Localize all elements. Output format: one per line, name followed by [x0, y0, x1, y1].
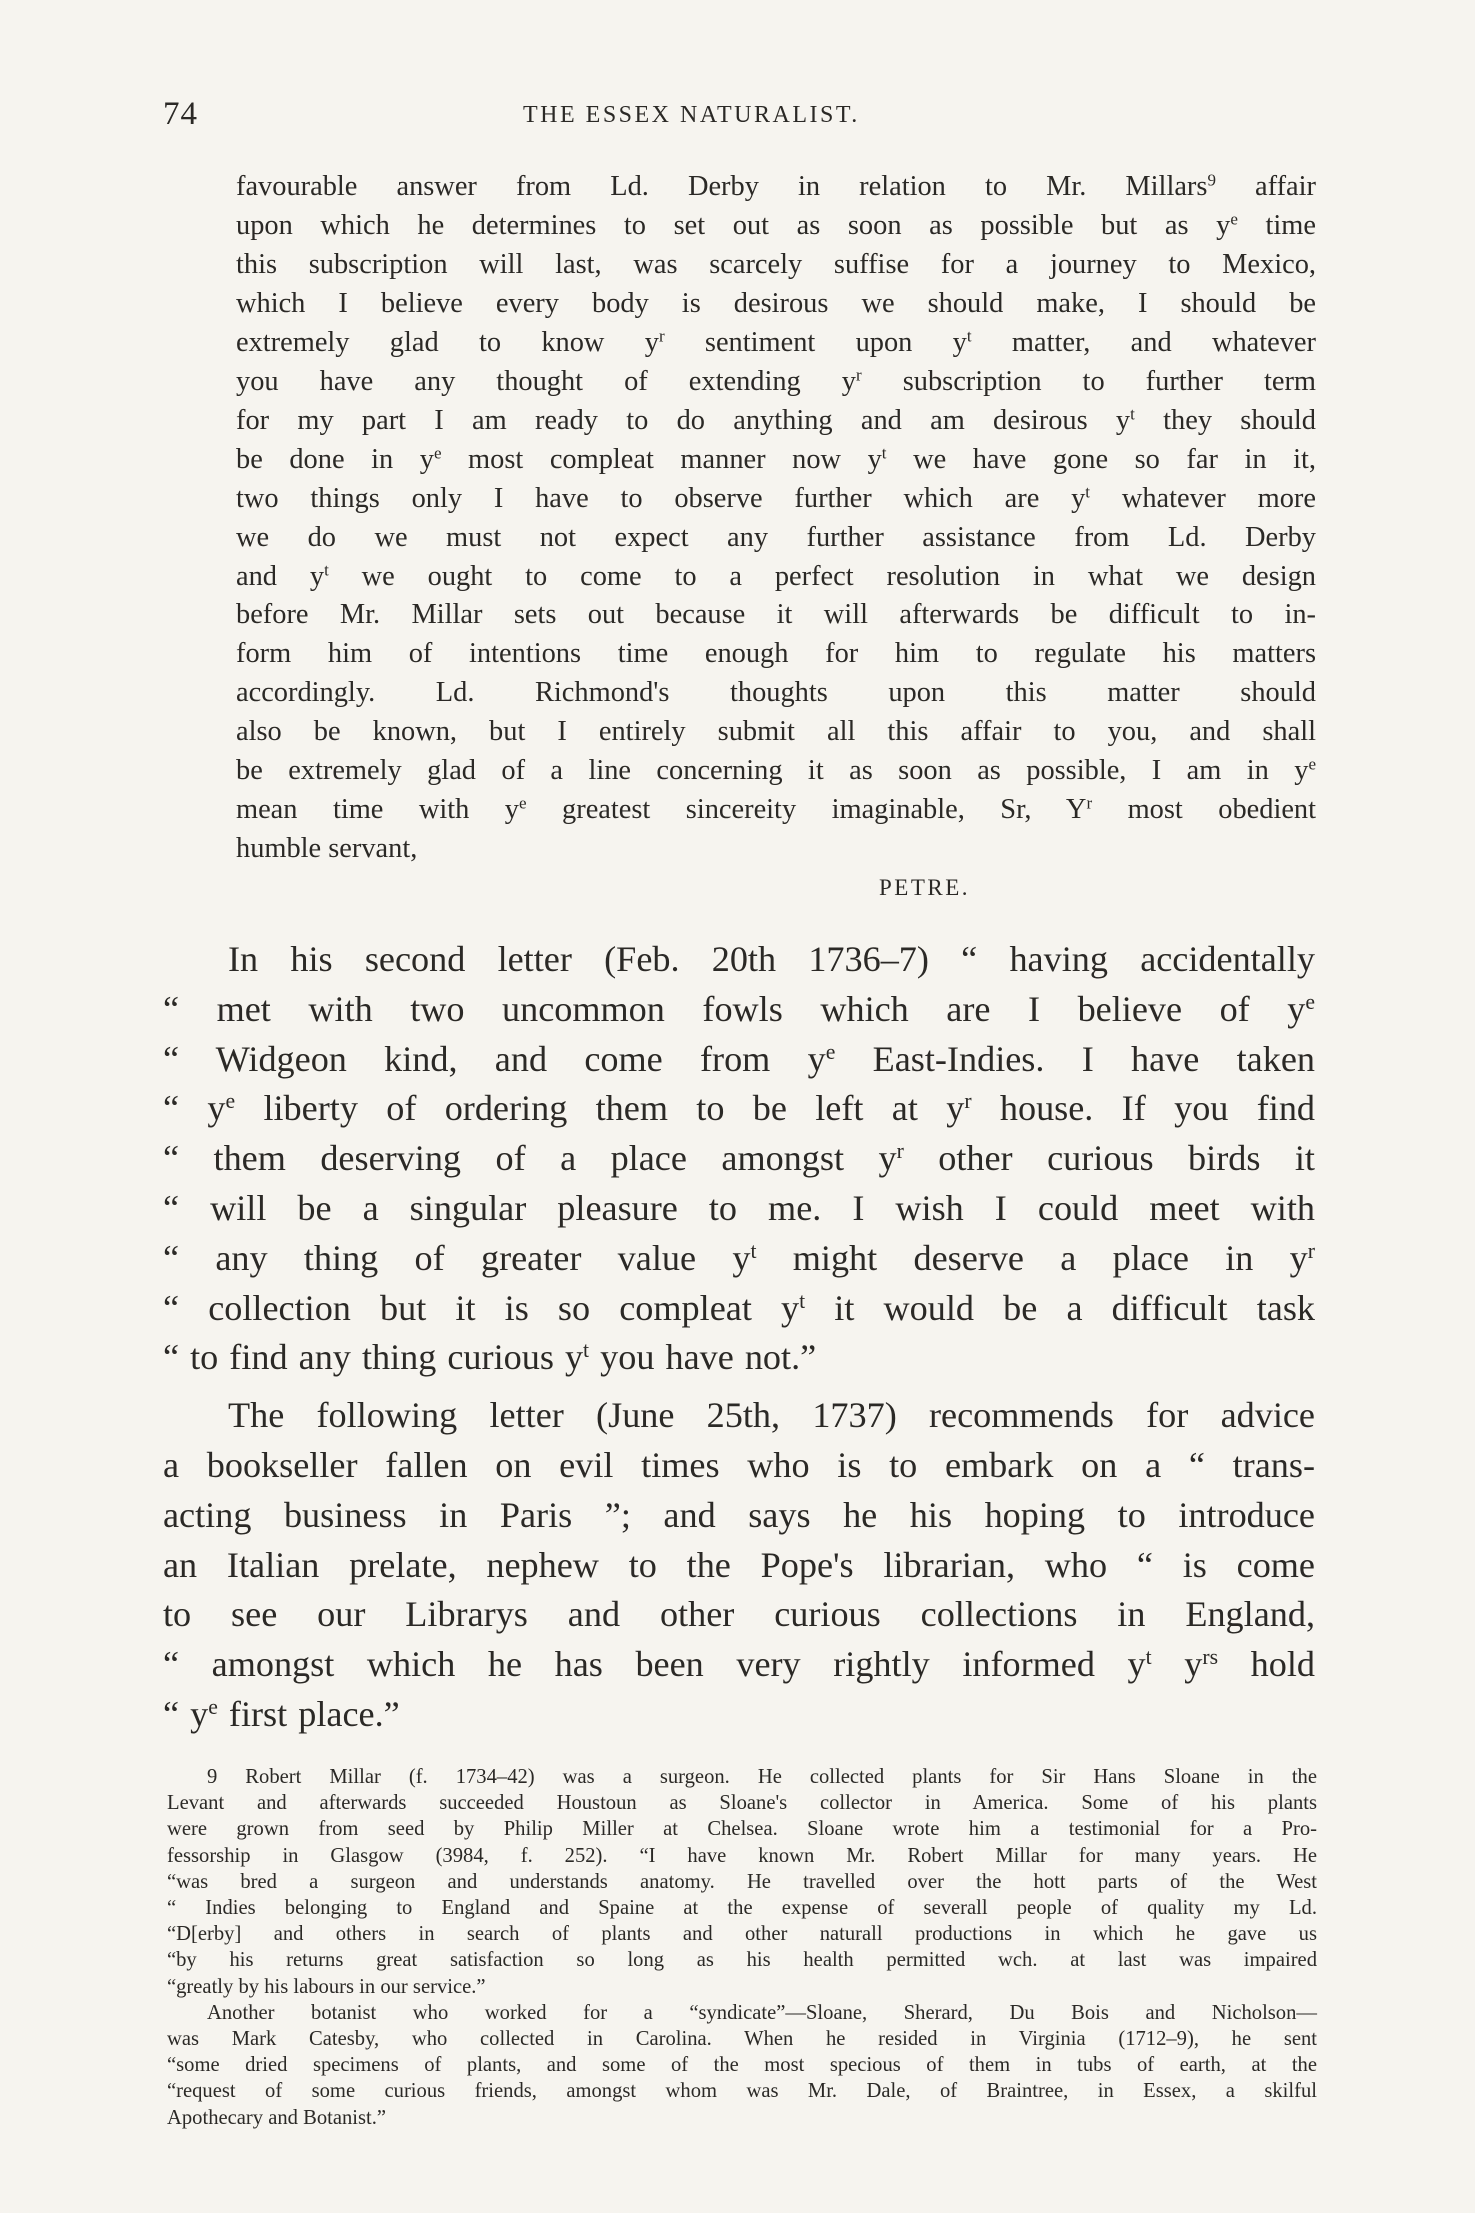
footnote-line: “ Indies belonging to England and Spaine at the expense of severall people of quality my Ld. [167, 1897, 1317, 1920]
footnote-line: “some dried specimens of plants, and some of the most specious of them in tubs of earth, at the [167, 2054, 1317, 2077]
letter-line: favourable answer from Ld. Derby in relation to Mr. Millars$^9$ affair [236, 170, 1316, 202]
footnote-line: Apothecary and Botanist.” [167, 2106, 387, 2129]
journal-title: THE ESSEX NATURALIST. [523, 102, 860, 128]
letter-line: before Mr. Millar sets out because it will afterwards be difficult to in- [236, 599, 1316, 631]
footnote-line: “request of some curious friends, amongst whom was Mr. Dale, of Braintree, in Essex, a skilful [167, 2080, 1317, 2103]
footnote-line: Another botanist who worked for a “syndicate”—Sloane, Sherard, Du Bois and Nicholson— [207, 2001, 1317, 2024]
body-line: In his second letter (Feb. 20th 1736–7) “ having accidentally [228, 939, 1315, 979]
letter-line: and $y^t$ we ought to come to a perfect resolution in what we design [236, 560, 1316, 592]
footnote-9-continued [167, 2000, 1317, 2131]
body-line: The following letter (June 25th, 1737) recommends for advice [228, 1395, 1315, 1436]
body-line: “ to find any thing curious $y^t$ you have not.” [163, 1337, 817, 1378]
letter-line: be extremely glad of a line concerning it as soon as possible, I am in $y^e$ [236, 754, 1316, 787]
paragraph-following-letter [163, 1391, 1315, 1740]
letter-line: two things only I have to observe further which are $y^t$ whatever more [236, 482, 1316, 514]
body-line: “ $y^e$ liberty of ordering them to be left at $y^r$ house. If you find [163, 1088, 1316, 1129]
body-line: “ Widgeon kind, and come from $y^e$ East-Indies. I have taken [163, 1038, 1315, 1079]
letter-line: this subscription will last, was scarcely suffise for a journey to Mexico, [236, 248, 1316, 280]
letter-line: also be known, but I entirely submit all this affair to you, and shall [236, 716, 1316, 748]
footnote-line: “greatly by his labours in our service.” [167, 1975, 486, 1998]
running-head [163, 96, 1313, 136]
letter-line: for my part I am ready to do anything and am desirous $y^t$ they should [236, 404, 1316, 436]
footnote-line: “by his returns great satisfaction so long as his health permitted wch. at last was impaired [167, 1949, 1317, 1972]
footnote-line: “was bred a surgeon and understands anatomy. He travelled over the hott parts of the West [167, 1870, 1317, 1893]
footnote-line: 9 Robert Millar (f. 1734–42) was a surgeon. He collected plants for Sir Hans Sloane in the [207, 1766, 1317, 1788]
letter-line: extremely glad to know $y^r$ sentiment upon $y^t$ matter, and whatever [236, 326, 1316, 358]
letter-line: you have any thought of extending $y^r$ subscription to further term [236, 365, 1316, 397]
footnote-line: “D[erby] and others in search of plants and other naturall productions in which he gave us [167, 1923, 1317, 1946]
letter-line: which I believe every body is desirous we should make, I should be [236, 287, 1316, 319]
letter-line: upon which he determines to set out as soon as possible but as $y^e$ time [236, 209, 1316, 241]
footnote-line: Levant and afterwards succeeded Houstoun as Sloane's collector in America. Some of his plants [167, 1792, 1317, 1815]
paragraph-second-letter [163, 935, 1315, 1383]
body-line: a bookseller fallen on evil times who is to embark on a “ trans- [163, 1444, 1315, 1485]
footnote-line: were grown from seed by Philip Miller at Chelsea. Sloane wrote him a testimonial for a Pro- [167, 1818, 1317, 1841]
body-line: “ amongst which he has been very rightly informed $y^t$ $y^{rs}$ hold [163, 1644, 1316, 1685]
body-line: acting business in Paris ”; and says he his hoping to introduce [163, 1494, 1315, 1535]
letter-line: form him of intentions time enough for him to regulate his matters [236, 638, 1316, 670]
body-line: “ collection but it is so compleat $y^t$ it would be a difficult task [163, 1287, 1315, 1328]
body-line: to see our Librarys and other curious collections in England, [163, 1594, 1315, 1635]
body-line: an Italian prelate, nephew to the Pope's librarian, who “ is come [163, 1544, 1315, 1585]
letter-line: humble servant, [236, 833, 418, 865]
body-text [163, 935, 1315, 1740]
body-line: “ $y^e$ first place.” [163, 1693, 400, 1734]
body-line: “ any thing of greater value $y^t$ might deserve a place in $y^r$ [163, 1237, 1315, 1278]
body-line: “ met with two uncommon fowls which are I believe of $y^e$ [163, 988, 1315, 1029]
letter-line: we do we must not expect any further assistance from Ld. Derby [236, 521, 1316, 553]
letter-signature: PETRE. [879, 875, 971, 901]
body-line: “ will be a singular pleasure to me. I wish I could meet with [163, 1187, 1315, 1228]
body-line: “ them deserving of a place amongst $y^r$ other curious birds it [163, 1138, 1315, 1179]
quoted-letter [236, 168, 1316, 908]
letter-line: be done in $y^e$ most compleat manner now $y^t$ we have gone so far in it, [236, 443, 1317, 475]
footnote-9 [167, 1764, 1317, 2000]
footnotes [167, 1764, 1317, 2131]
letter-line: accordingly. Ld. Richmond's thoughts upon this matter should [236, 677, 1316, 709]
footnote-line: fessorship in Glasgow (3984, f. 252). “I have known Mr. Robert Millar for many years. He [167, 1844, 1317, 1867]
page-number: 74 [163, 96, 198, 132]
footnote-line: was Mark Catesby, who collected in Carolina. When he resided in Virginia (1712–9), he sent [167, 2028, 1317, 2051]
letter-line: mean time with $y^e$ greatest sincereity imaginable, Sr, $Y^r$ most obedient [236, 793, 1317, 826]
